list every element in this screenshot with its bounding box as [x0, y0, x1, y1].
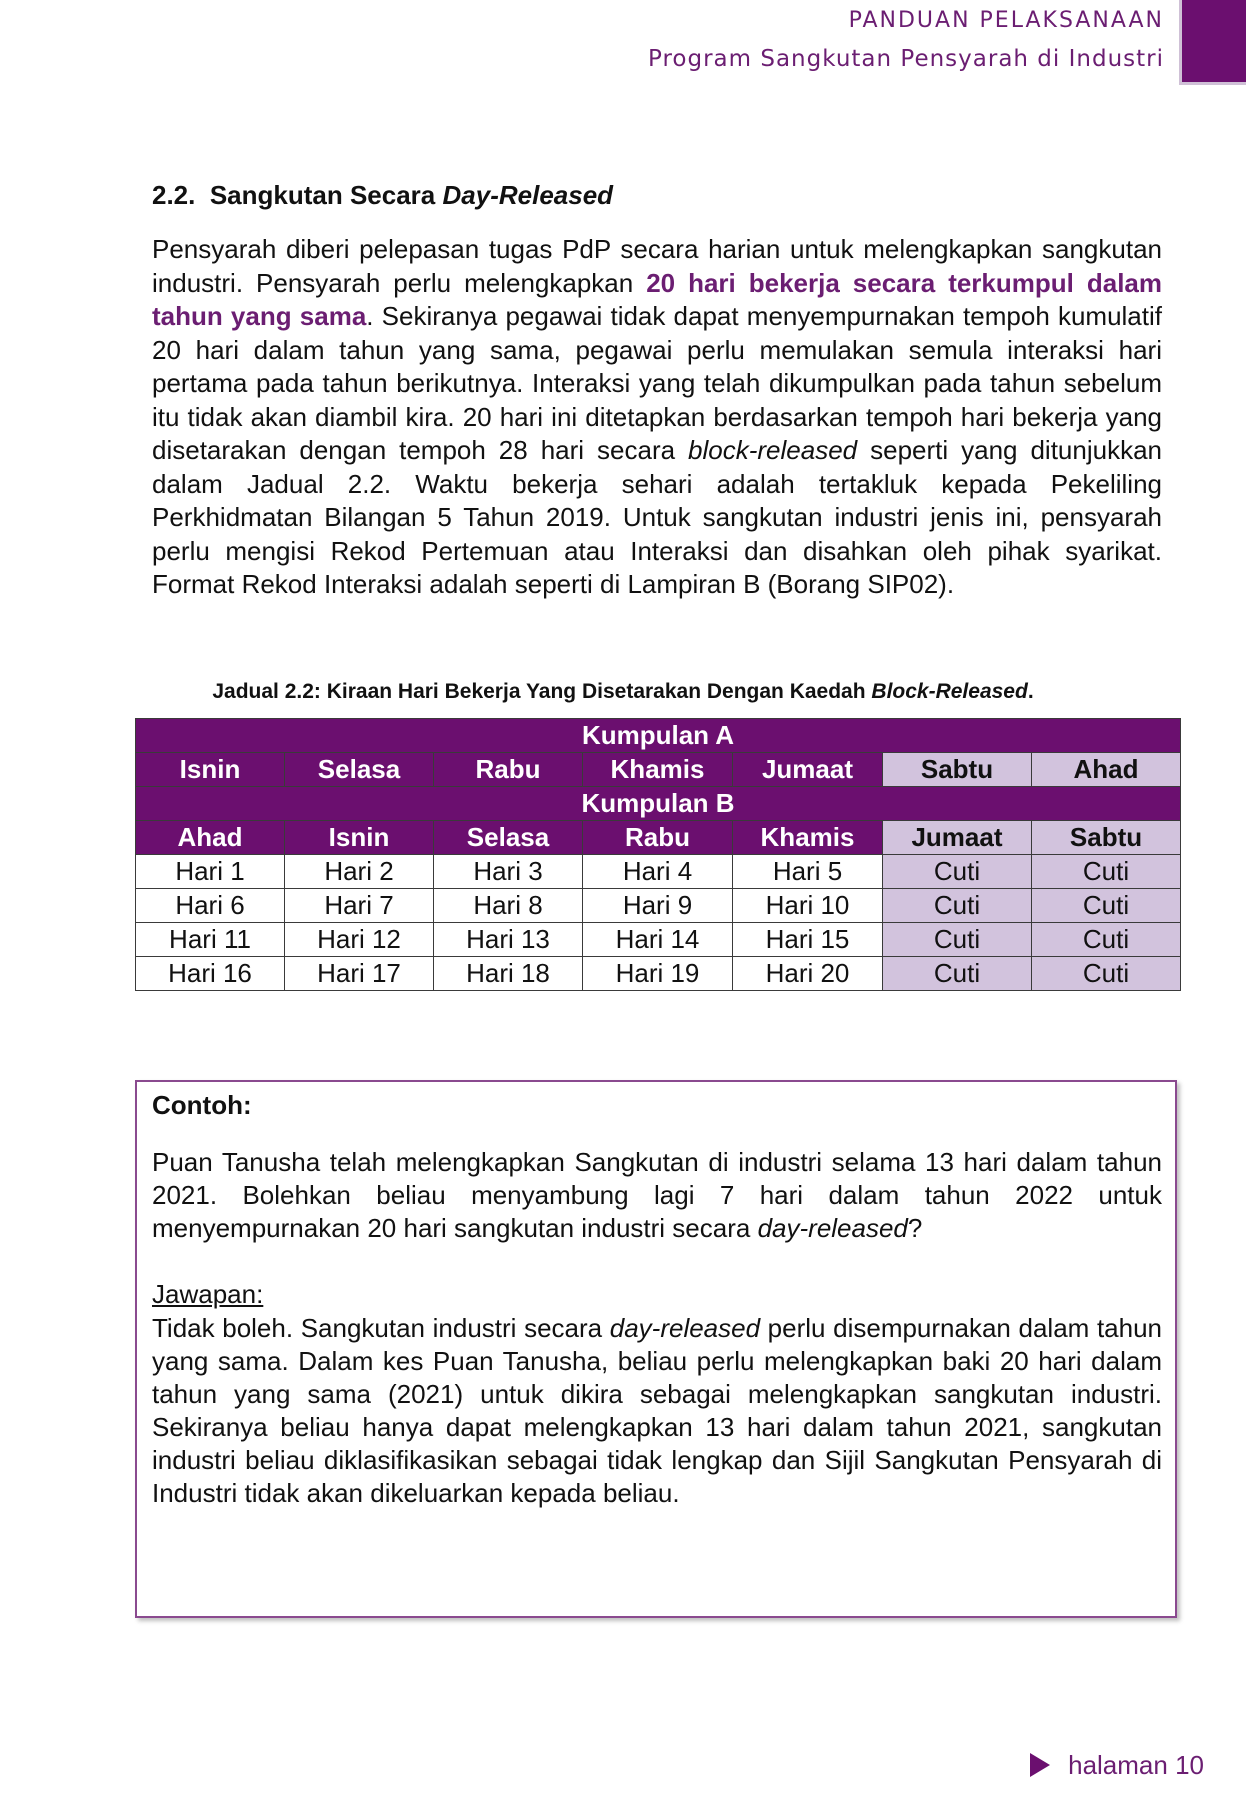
day-a-header: Rabu [434, 753, 583, 787]
days-b-row [136, 821, 1181, 855]
answer-text [152, 1312, 1162, 1510]
day-cell: Hari 8 [434, 889, 583, 923]
day-a-header-weekend: Ahad [1032, 753, 1181, 787]
day-cell: Hari 3 [434, 855, 583, 889]
cuti-cell: Cuti [1032, 855, 1181, 889]
table-row [136, 923, 1181, 957]
day-cell: Hari 15 [733, 923, 883, 957]
day-a-header: Isnin [136, 753, 285, 787]
section-title [152, 180, 613, 211]
day-cell: Hari 4 [583, 855, 733, 889]
paragraph-highlight: 20 hari bekerja secara terkumpul dalam tahun yang sama [152, 267, 1162, 331]
cuti-cell: Cuti [883, 923, 1032, 957]
day-b-header: Isnin [285, 821, 434, 855]
paragraph-part-3: seperti yang ditunjukkan dalam Jadual 2.2. Waktu bekerja sehari adalah tertakluk kepada Pekeliling Perkhidmatan Bilangan 5 Tahun 2019. Untuk sangkutan industri jenis ini, pensyarah perlu mengisi Rekod Pertemuan atau Interaksi dan disahkan oleh pihak syarikat. Format Rekod Interaksi adalah seperti di Lampiran B (Borang SIP02). [152, 435, 1163, 599]
day-cell: Hari 17 [285, 957, 434, 991]
cuti-cell: Cuti [883, 889, 1032, 923]
paragraph-part-2: . Sekiranya pegawai tidak dapat menyempurnakan tempoh kumulatif 20 hari dalam tahun yang sama, pegawai perlu memulakan semula interaksi hari pertama pada tahun berikutnya. Interaksi yang telah dikumpulkan pada tahun sebelum itu tidak akan diambil kira. 20 hari ini ditetapkan berdasarkan tempoh hari bekerja yang disetarakan dengan tempoh 28 hari secara [152, 301, 1162, 465]
section-title-italic: Day-Released [442, 180, 614, 210]
answer-suffix: perlu disempurnakan dalam tahun yang sama. Dalam kes Puan Tanusha, beliau perlu melengkapkan baki 20 hari dalam tahun yang sama (2021) untuk dikira sebagai melengkapkan sangkutan industri. Sekiranya beliau hanya dapat melengkapkan 13 hari dalam tahun 2021, sangkutan industri beliau diklasifikasikan sebagai tidak lengkap dan Sijil Sangkutan Pensyarah di Industri tidak akan dikeluarkan kepada beliau. [152, 1313, 1163, 1508]
cuti-cell: Cuti [1032, 957, 1181, 991]
caption-suffix: . [1027, 680, 1034, 703]
group-b-header: Kumpulan B [136, 787, 1181, 821]
question-italic: day-released [757, 1213, 908, 1243]
day-b-header: Khamis [733, 821, 883, 855]
paragraph-italic: block-released [688, 435, 858, 465]
question-prefix: Puan Tanusha telah melengkapkan Sangkutan di industri selama 13 hari dalam tahun 2021. Bolehkan beliau menyambung lagi 7 hari dalam tahun 2022 untuk menyempurnakan 20 hari sangkutan industri secara [152, 1147, 1162, 1243]
caption-prefix: Jadual 2.2: Kiraan Hari Bekerja Yang Disetarakan Dengan Kaedah [212, 680, 872, 703]
cuti-cell: Cuti [1032, 923, 1181, 957]
day-cell: Hari 2 [285, 855, 434, 889]
day-cell: Hari 9 [583, 889, 733, 923]
day-b-header-weekend: Jumaat [883, 821, 1032, 855]
answer-label: Jawapan: [152, 1279, 264, 1309]
table-caption [0, 680, 1246, 704]
day-cell: Hari 7 [285, 889, 434, 923]
play-arrow-icon [1030, 1753, 1050, 1777]
table-row [136, 957, 1181, 991]
caption-italic: Block-Released [871, 680, 1028, 703]
day-cell: Hari 10 [733, 889, 883, 923]
day-b-header-weekend: Sabtu [1032, 821, 1181, 855]
day-b-header: Rabu [583, 821, 733, 855]
header-subtitle: Program Sangkutan Pensyarah di Industri [647, 46, 1164, 72]
days-a-row [136, 753, 1181, 787]
day-cell: Hari 12 [285, 923, 434, 957]
answer-italic: day-released [609, 1313, 761, 1343]
example-label: Contoh: [152, 1090, 252, 1120]
header-color-block [1179, 0, 1246, 85]
example-question [152, 1146, 1162, 1245]
paragraph-part-1: Pensyarah diberi pelepasan tugas PdP secara harian untuk melengkapkan sangkutan industri. Pensyarah perlu melengkapkan [152, 234, 1162, 298]
day-cell: Hari 5 [733, 855, 883, 889]
day-a-header: Selasa [285, 753, 434, 787]
day-a-header-weekend: Sabtu [883, 753, 1032, 787]
day-cell: Hari 19 [583, 957, 733, 991]
jadual-table [135, 718, 1181, 991]
header-title: PANDUAN PELAKSANAAN [848, 8, 1164, 33]
body-paragraph [152, 233, 1162, 602]
day-cell: Hari 14 [583, 923, 733, 957]
day-a-header: Khamis [583, 753, 733, 787]
group-a-header: Kumpulan A [136, 719, 1181, 753]
day-cell: Hari 20 [733, 957, 883, 991]
day-cell: Hari 16 [136, 957, 285, 991]
day-cell: Hari 11 [136, 923, 285, 957]
table-row [136, 855, 1181, 889]
cuti-cell: Cuti [1032, 889, 1181, 923]
day-cell: Hari 6 [136, 889, 285, 923]
page-number-label: halaman 10 [1068, 1750, 1204, 1780]
cuti-cell: Cuti [883, 957, 1032, 991]
day-cell: Hari 13 [434, 923, 583, 957]
day-b-header: Ahad [136, 821, 285, 855]
cuti-cell: Cuti [883, 855, 1032, 889]
section-number: 2.2. [152, 180, 196, 210]
table-row [136, 889, 1181, 923]
day-cell: Hari 1 [136, 855, 285, 889]
section-title-prefix: Sangkutan Secara [209, 180, 436, 210]
day-a-header: Jumaat [733, 753, 883, 787]
page-footer [1030, 1750, 1204, 1781]
question-suffix: ? [907, 1213, 923, 1243]
day-b-header: Selasa [434, 821, 583, 855]
answer-prefix: Tidak boleh. Sangkutan industri secara [152, 1313, 610, 1343]
day-cell: Hari 18 [434, 957, 583, 991]
